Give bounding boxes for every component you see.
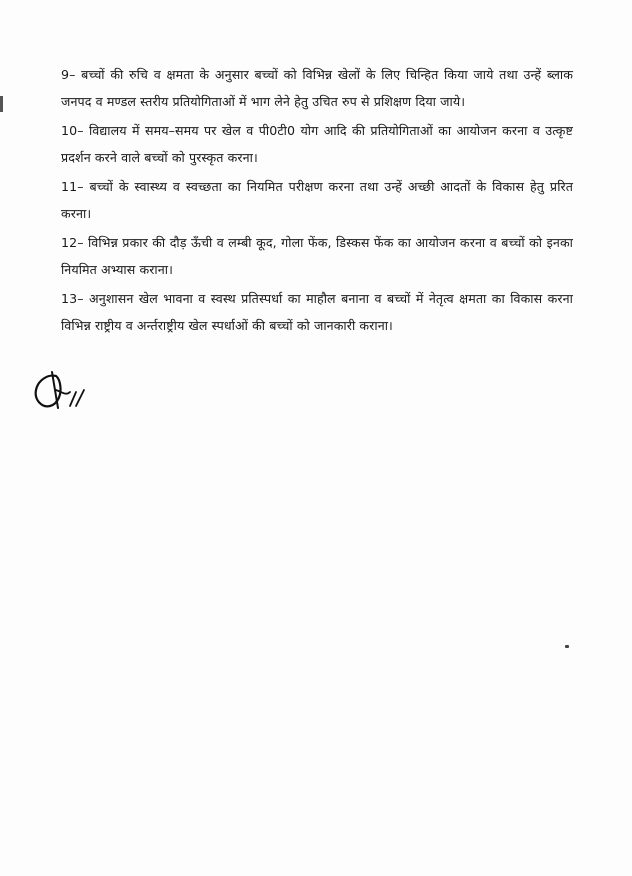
paragraph-11: 11– बच्चों के स्वास्थ्य व स्वच्छता का नियमित परीक्षण करना तथा उन्हें अच्छी आदतों के विकास हेतु प्ररित करना। (61, 179, 573, 221)
paragraph-12: 12– विभिन्न प्रकार की दौड़ ऊँची व लम्बी कूद, गोला फेंक, डिस्कस फेंक का आयोजन करना व बच्चों को इनका नियमित अभ्यास कराना। (61, 235, 573, 277)
document-body (61, 62, 573, 342)
paragraph-13: 13– अनुशासन खेल भावना व स्वस्थ प्रतिस्पर्धा का माहौल बनाना व बच्चों में नेतृत्व क्षमता का विकास करना विभिन्न राष्ट्रीय व अर्न्तराष्ट्रीय खेल स्पर्धाओं की बच्चों को जानकारी कराना। (61, 291, 573, 333)
scan-edge-mark (0, 96, 3, 112)
paragraph-9: 9– बच्चों की रुचि व क्षमता के अनुसार बच्चों को विभिन्न खेलों के लिए चिन्हित किया जाये तथा उन्हें ब्लाक जनपद व मण्डल स्तरीय प्रतियोगिताओं में भाग लेने हेतु उचित रुप से प्रशिक्षण दिया जाये। (61, 67, 573, 109)
ink-speck (565, 645, 569, 648)
handwritten-signature (26, 368, 98, 416)
paragraph-10: 10– विद्यालय में समय–समय पर खेल व पी0टी0 योग आदि की प्रतियोगिताओं का आयोजन करना व उत्कृष्ट प्रदर्शन करने वाले बच्चों को पुरस्कृत करना। (61, 123, 573, 165)
